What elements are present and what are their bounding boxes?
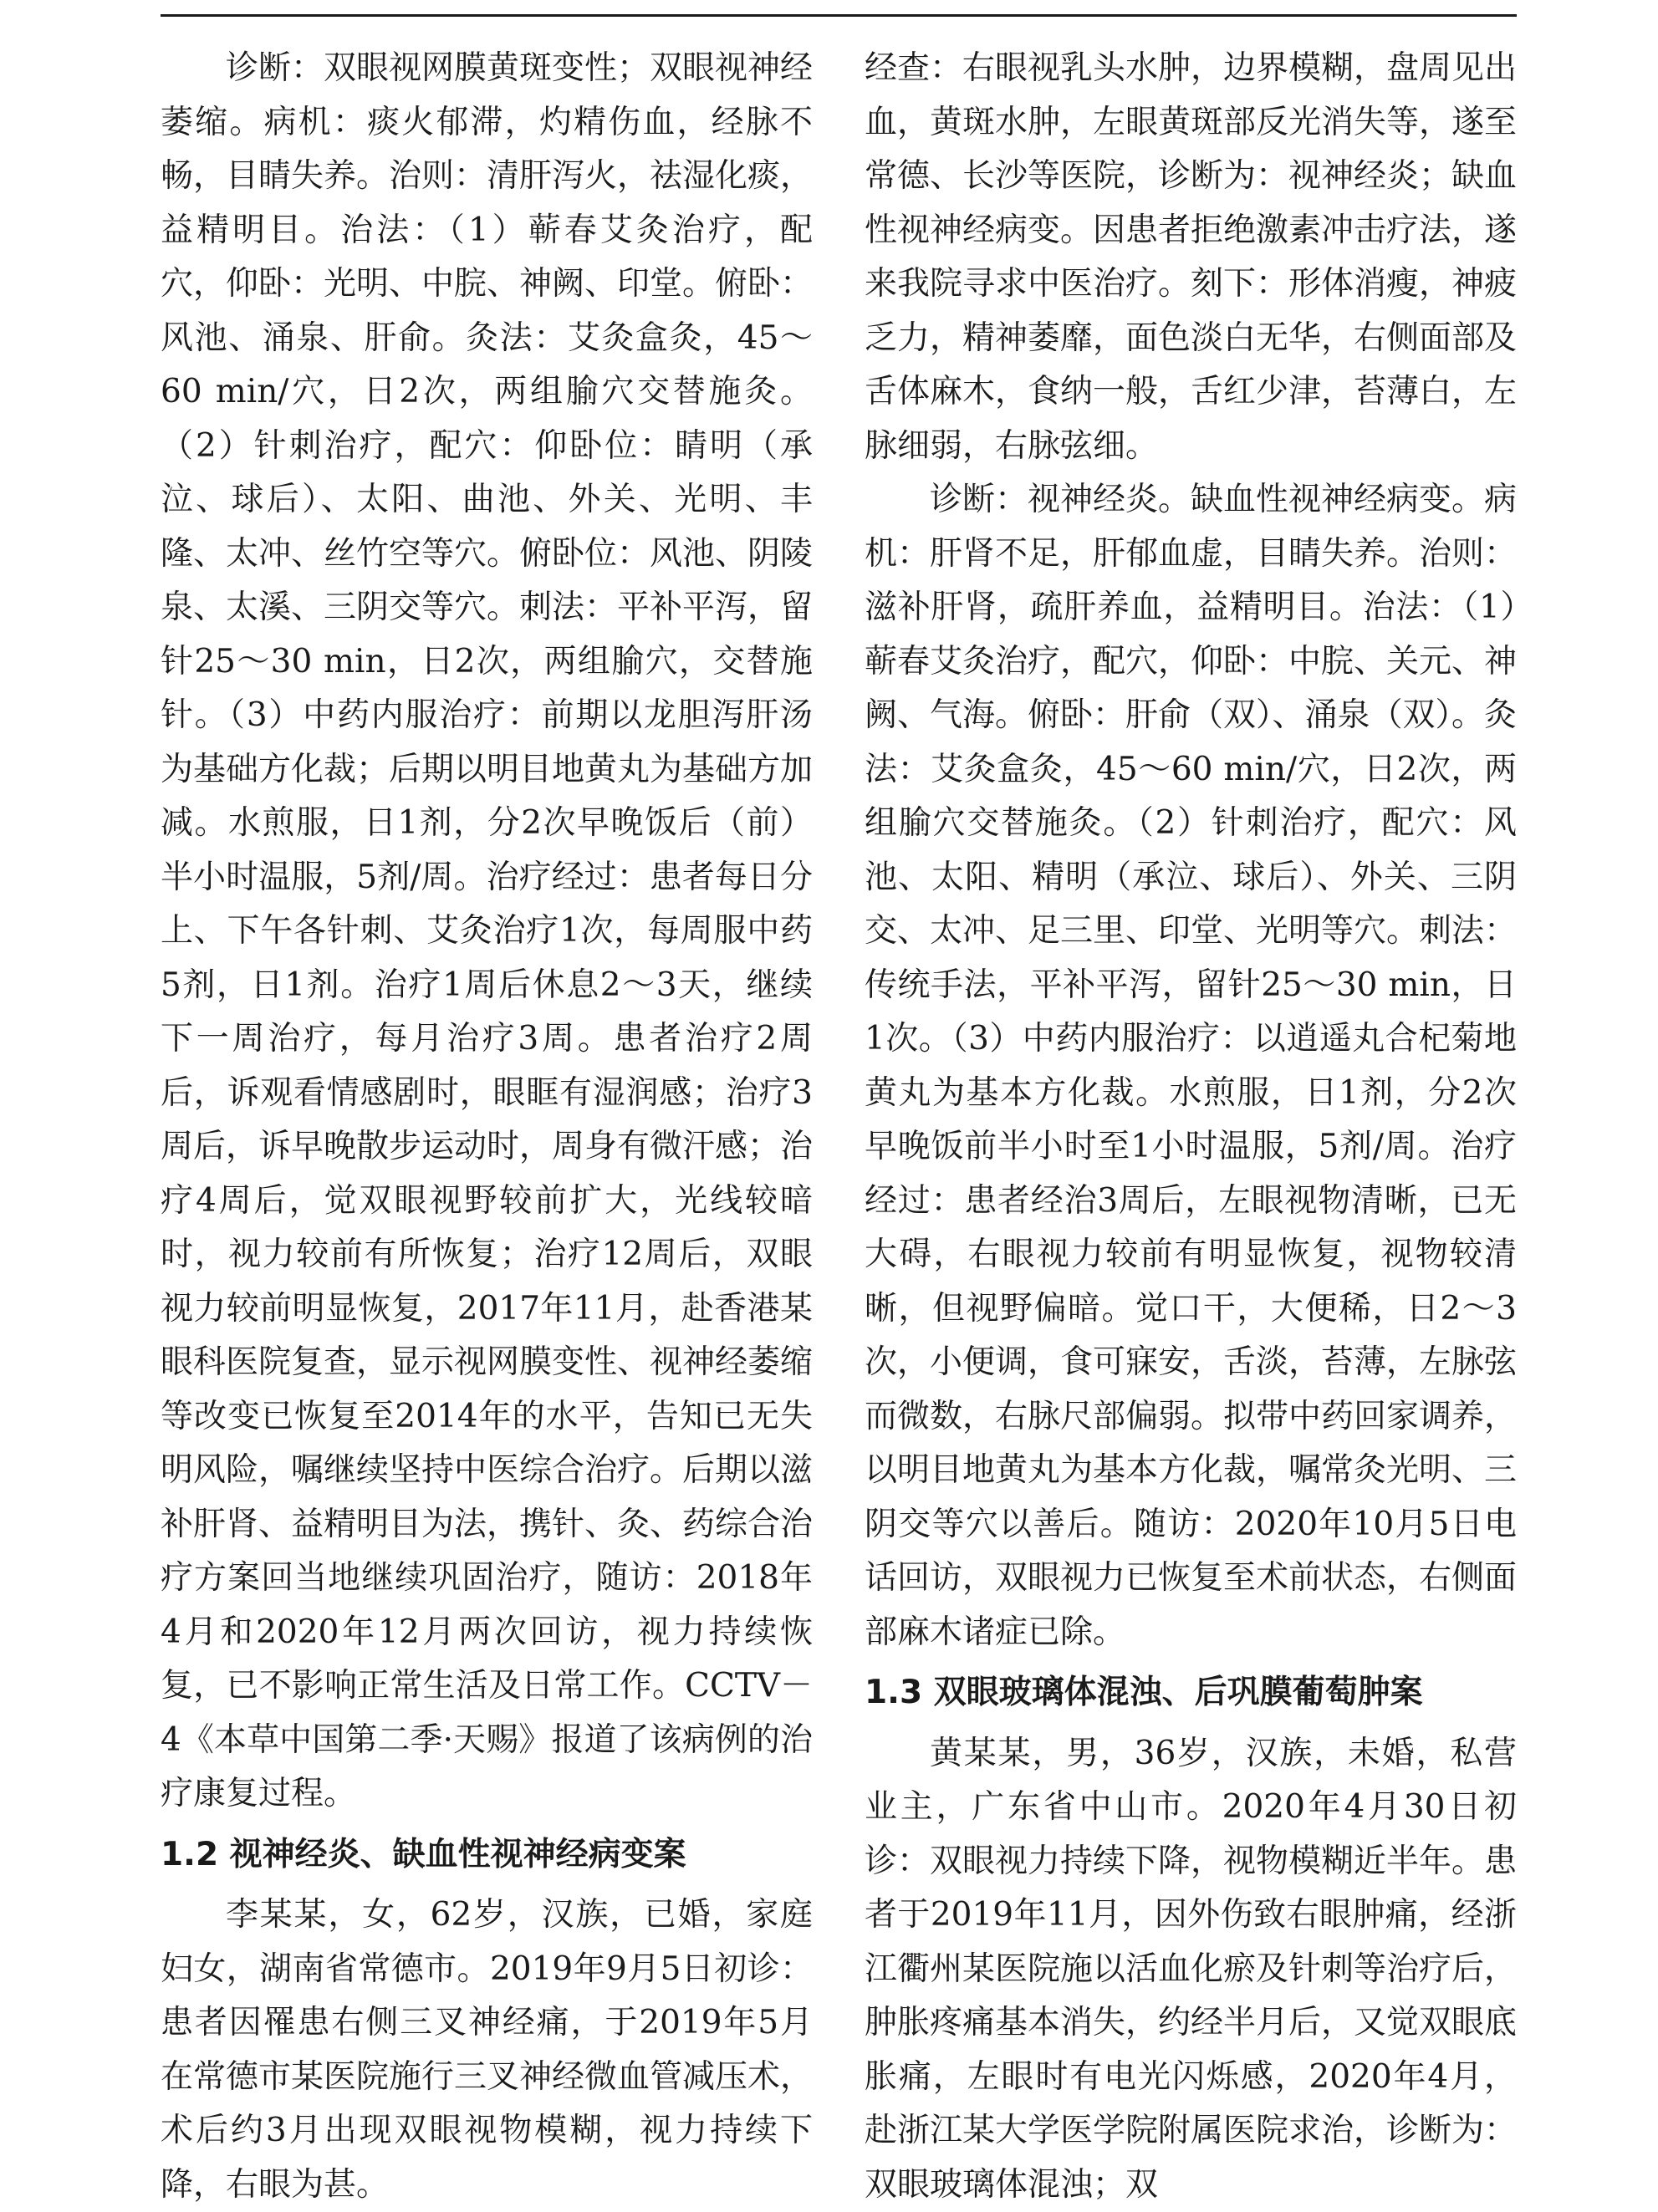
section-heading-1-2: 1.2 视神经炎、缺血性视神经病变案 [161,1828,813,1883]
case-1-2-exam-paragraph: 经查：右眼视乳头水肿，边界模糊，盘周见出血，黄斑水肿，左眼黄斑部反光消失等，遂至常德、长沙等医院，诊断为：视神经炎；缺血性视神经病变。因患者拒绝激素冲击疗法，遂来我院寻求中医治疗。刻下：形体消瘦，神疲乏力，精神萎靡，面色淡白无华，右侧面部及舌体麻木，食纳一般，舌红少津，苔薄白，左脉细弱，右脉弦细。 [865,42,1517,473]
case-1-2-intro-paragraph: 李某某，女，62岁，汉族，已婚，家庭妇女，湖南省常德市。2019年9月5日初诊：患者因罹患右侧三叉神经痛，于2019年5月在常德市某医院施行三叉神经微血管减压术，术后约3月出现双眼视物模糊，视力持续下降，右眼为甚。 [161,1888,813,2212]
section-heading-1-3: 1.3 双眼玻璃体混浊、后巩膜葡萄肿案 [865,1666,1517,1720]
left-column [161,42,813,2212]
case-1-2-diagnosis-paragraph: 诊断：视神经炎。缺血性视神经病变。病机：肝肾不足，肝郁血虚，目睛失养。治则：滋补肝肾，疏肝养血，益精明目。治法：（1）蕲春艾灸治疗，配穴，仰卧：中脘、关元、神阙、气海。俯卧：肝俞（双）、涌泉（双）。灸法：艾灸盒灸，45～60 min/穴，日2次，两组腧穴交替施灸。（2）针刺治疗，配穴：风池、太阳、精明（承泣、球后）、外关、三阴交、太冲、足三里、印堂、光明等穴。刺法：传统手法，平补平泻，留针25～30 min，日1次。（3）中药内服治疗：以逍遥丸合杞菊地黄丸为基本方化裁。水煎服，日1剂，分2次早晚饭前半小时至1小时温服，5剂/周。治疗经过：患者经治3周后，左眼视物清晰，已无大碍，右眼视力较前有明显恢复，视物较清晰，但视野偏暗。觉口干，大便稀，日2～3次，小便调，食可寐安，舌淡，苔薄，左脉弦而微数，右脉尺部偏弱。拟带中药回家调养，以明目地黄丸为基本方化裁，嘱常灸光明、三阴交等穴以善后。随访：2020年10月5日电话回访，双眼视力已恢复至术前状态，右侧面部麻木诸症已除。 [865,473,1517,1659]
case-1-3-intro-paragraph: 黄某某，男，36岁，汉族，未婚，私营业主，广东省中山市。2020年4月30日初诊：双眼视力持续下降，视物模糊近半年。患者于2019年11月，因外伤致右眼肿痛，经浙江衢州某医院施以活血化瘀及针刺等治疗后，肿胀疼痛基本消失，约经半月后，又觉双眼底胀痛，左眼时有电光闪烁感，2020年4月，赴浙江某大学医学院附属医院求治，诊断为：双眼玻璃体混浊；双 [865,1727,1517,2212]
header-rule [161,14,1517,17]
right-column [865,42,1517,2212]
diagnosis-paragraph-case-1-1: 诊断：双眼视网膜黄斑变性；双眼视神经萎缩。病机：痰火郁滞，灼精伤血，经脉不畅，目睛失养。治则：清肝泻火，祛湿化痰，益精明目。治法：（1）蕲春艾灸治疗，配穴，仰卧：光明、中脘、神阙、印堂。俯卧：风池、涌泉、肝俞。灸法：艾灸盒灸，45～60 min/穴，日2次，两组腧穴交替施灸。（2）针刺治疗，配穴：仰卧位：睛明（承泣、球后）、太阳、曲池、外关、光明、丰隆、太冲、丝竹空等穴。俯卧位：风池、阴陵泉、太溪、三阴交等穴。刺法：平补平泻，留针25～30 min，日2次，两组腧穴，交替施针。（3）中药内服治疗：前期以龙胆泻肝汤为基础方化裁；后期以明目地黄丸为基础方加减。水煎服，日1剂，分2次早晚饭后（前）半小时温服，5剂/周。治疗经过：患者每日分上、下午各针刺、艾灸治疗1次，每周服中药5剂，日1剂。治疗1周后休息2～3天，继续下一周治疗，每月治疗3周。患者治疗2周后，诉观看情感剧时，眼眶有湿润感；治疗3周后，诉早晚散步运动时，周身有微汗感；治疗4周后，觉双眼视野较前扩大，光线较暗时，视力较前有所恢复；治疗12周后，双眼视力较前明显恢复，2017年11月，赴香港某眼科医院复查，显示视网膜变性、视神经萎缩等改变已恢复至2014年的水平，告知已无失明风险，嘱继续坚持中医综合治疗。后期以滋补肝肾、益精明目为法，携针、灸、药综合治疗方案回当地继续巩固治疗，随访：2018年4月和2020年12月两次回访，视力持续恢复，已不影响正常生活及日常工作。CCTV－4《本草中国第二季·天赐》报道了该病例的治疗康复过程。 [161,42,813,1822]
